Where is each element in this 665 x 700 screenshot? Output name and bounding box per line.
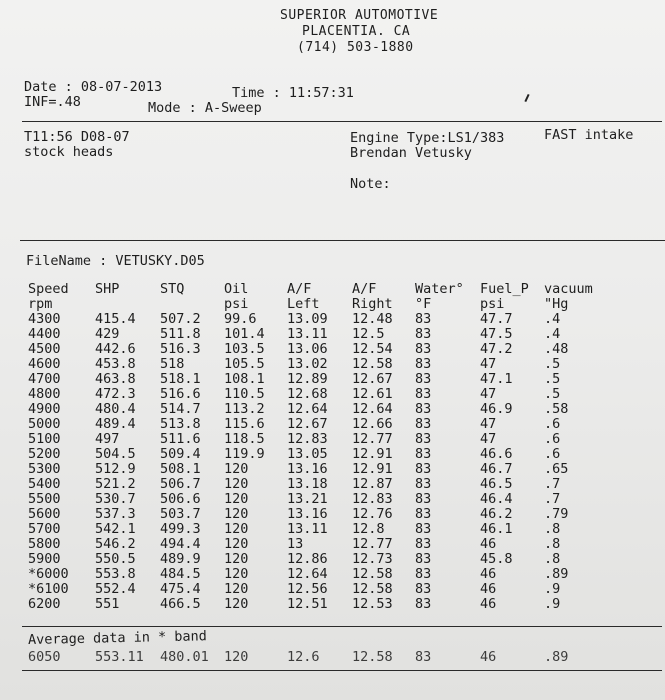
speed-rpm-cell: 5600 bbox=[28, 506, 61, 522]
vacuum-cell: .79 bbox=[544, 506, 569, 522]
fuel-pressure-cell: 47.1 bbox=[480, 371, 513, 387]
af-right-cell: 12.8 bbox=[352, 521, 385, 537]
col-header: STQ bbox=[160, 281, 185, 297]
vacuum-cell: .9 bbox=[544, 596, 561, 612]
speed-rpm-cell: 5500 bbox=[28, 491, 61, 507]
water-temp-cell: 83 bbox=[415, 551, 432, 567]
speed-rpm-cell: 4400 bbox=[28, 326, 61, 342]
divider bbox=[22, 626, 662, 627]
speed-rpm-cell: 5100 bbox=[28, 431, 61, 447]
af-left-cell: 13.16 bbox=[287, 506, 328, 522]
shp-cell: 497 bbox=[95, 431, 120, 447]
stq-cell: 514.7 bbox=[160, 401, 201, 417]
shp-cell: 530.7 bbox=[95, 491, 136, 507]
stq-cell: 494.4 bbox=[160, 536, 201, 552]
vacuum-cell: .6 bbox=[544, 416, 561, 432]
water-temp-cell: 83 bbox=[415, 431, 432, 447]
oil-psi-cell: 101.4 bbox=[224, 326, 265, 342]
shp-cell: 429 bbox=[95, 326, 120, 342]
speed-rpm-cell: *6100 bbox=[28, 581, 69, 597]
col-header: SHP bbox=[95, 281, 120, 297]
fuel-pressure-cell: 46 bbox=[480, 566, 497, 582]
af-left-cell: 13.21 bbox=[287, 491, 328, 507]
af-left-cell: 13.11 bbox=[287, 326, 328, 342]
water-temp-cell: 83 bbox=[415, 566, 432, 582]
oil-psi-cell: 115.6 bbox=[224, 416, 265, 432]
fuel-pressure-cell: 47 bbox=[480, 416, 497, 432]
shop-city: PLACENTIA. CA bbox=[302, 24, 411, 39]
col-header: vacuum bbox=[544, 281, 593, 297]
speed-rpm-cell: 5400 bbox=[28, 476, 61, 492]
af-left-cell: 13 bbox=[287, 536, 304, 552]
af-left-cell: 12.64 bbox=[287, 401, 328, 417]
water-temp-cell: 83 bbox=[415, 416, 432, 432]
average-oil-psi-cell: 120 bbox=[224, 649, 249, 665]
shp-cell: 504.5 bbox=[95, 446, 136, 462]
fuel-pressure-cell: 47.5 bbox=[480, 326, 513, 342]
owner-name: Brendan Vetusky bbox=[350, 145, 472, 161]
inf-value: INF=.48 bbox=[24, 94, 81, 110]
water-temp-cell: 83 bbox=[415, 581, 432, 597]
stq-cell: 489.9 bbox=[160, 551, 201, 567]
run-mode: Mode : A-Sweep bbox=[148, 100, 262, 116]
af-left-cell: 12.64 bbox=[287, 566, 328, 582]
heads-spec: stock heads bbox=[24, 144, 114, 160]
cam-spec: T11:56 D08-07 bbox=[24, 129, 130, 145]
speed-rpm-cell: 6200 bbox=[28, 596, 61, 612]
average-af-right-cell: 12.58 bbox=[352, 649, 393, 665]
intake-spec: FAST intake bbox=[544, 127, 634, 143]
stq-cell: 503.7 bbox=[160, 506, 201, 522]
col-header: A/F bbox=[352, 281, 377, 297]
fuel-pressure-cell: 46.6 bbox=[480, 446, 513, 462]
stq-cell: 475.4 bbox=[160, 581, 201, 597]
shop-name: SUPERIOR AUTOMOTIVE bbox=[280, 8, 439, 23]
water-temp-cell: 83 bbox=[415, 371, 432, 387]
oil-psi-cell: 120 bbox=[224, 476, 249, 492]
run-date: Date : 08-07-2013 bbox=[24, 79, 163, 95]
fuel-pressure-cell: 46.4 bbox=[480, 491, 513, 507]
divider bbox=[22, 121, 662, 122]
water-temp-cell: 83 bbox=[415, 356, 432, 372]
shp-cell: 415.4 bbox=[95, 311, 136, 327]
stq-cell: 506.7 bbox=[160, 476, 201, 492]
af-right-cell: 12.58 bbox=[352, 581, 393, 597]
average-fuel-pressure-cell: 46 bbox=[480, 649, 497, 665]
speed-rpm-cell: 4800 bbox=[28, 386, 61, 402]
speed-rpm-cell: 5900 bbox=[28, 551, 61, 567]
speed-rpm-cell: 5200 bbox=[28, 446, 61, 462]
vacuum-cell: .8 bbox=[544, 551, 561, 567]
af-left-cell: 12.51 bbox=[287, 596, 328, 612]
water-temp-cell: 83 bbox=[415, 386, 432, 402]
engine-type: Engine Type:LS1/383 bbox=[350, 130, 505, 146]
vacuum-cell: .5 bbox=[544, 371, 561, 387]
vacuum-cell: .58 bbox=[544, 401, 569, 417]
oil-psi-cell: 110.5 bbox=[224, 386, 265, 402]
vacuum-cell: .6 bbox=[544, 446, 561, 462]
af-right-cell: 12.5 bbox=[352, 326, 385, 342]
run-time: Time : 11:57:31 bbox=[232, 85, 354, 101]
stq-cell: 506.6 bbox=[160, 491, 201, 507]
oil-psi-cell: 108.1 bbox=[224, 371, 265, 387]
col-header: Oil bbox=[224, 281, 249, 297]
average-speed-rpm-cell: 6050 bbox=[28, 649, 61, 665]
stq-cell: 518 bbox=[160, 356, 185, 372]
vacuum-cell: .4 bbox=[544, 311, 561, 327]
af-left-cell: 12.67 bbox=[287, 416, 328, 432]
average-shp-cell: 553.11 bbox=[95, 649, 144, 665]
average-stq-cell: 480.01 bbox=[160, 649, 209, 665]
vacuum-cell: .5 bbox=[544, 386, 561, 402]
af-left-cell: 13.02 bbox=[287, 356, 328, 372]
average-vacuum-cell: .89 bbox=[544, 649, 569, 665]
fuel-pressure-cell: 46 bbox=[480, 536, 497, 552]
oil-psi-cell: 103.5 bbox=[224, 341, 265, 357]
stq-cell: 516.3 bbox=[160, 341, 201, 357]
af-left-cell: 12.86 bbox=[287, 551, 328, 567]
oil-psi-cell: 120 bbox=[224, 491, 249, 507]
af-right-cell: 12.54 bbox=[352, 341, 393, 357]
water-temp-cell: 83 bbox=[415, 326, 432, 342]
water-temp-cell: 83 bbox=[415, 401, 432, 417]
speed-rpm-cell: 4300 bbox=[28, 311, 61, 327]
water-temp-cell: 83 bbox=[415, 461, 432, 477]
file-name: FileName : VETUSKY.D05 bbox=[26, 253, 205, 269]
water-temp-cell: 83 bbox=[415, 446, 432, 462]
oil-psi-cell: 99.6 bbox=[224, 311, 257, 327]
af-right-cell: 12.67 bbox=[352, 371, 393, 387]
af-left-cell: 13.11 bbox=[287, 521, 328, 537]
af-right-cell: 12.53 bbox=[352, 596, 393, 612]
stq-cell: 509.4 bbox=[160, 446, 201, 462]
fuel-pressure-cell: 46.1 bbox=[480, 521, 513, 537]
stq-cell: 499.3 bbox=[160, 521, 201, 537]
af-right-cell: 12.48 bbox=[352, 311, 393, 327]
pen-mark bbox=[524, 94, 529, 102]
col-unit: Left bbox=[287, 296, 320, 312]
col-header: Speed bbox=[28, 281, 69, 297]
af-right-cell: 12.91 bbox=[352, 446, 393, 462]
col-unit: Right bbox=[352, 296, 393, 312]
oil-psi-cell: 105.5 bbox=[224, 356, 265, 372]
water-temp-cell: 83 bbox=[415, 311, 432, 327]
af-left-cell: 12.83 bbox=[287, 431, 328, 447]
shp-cell: 521.2 bbox=[95, 476, 136, 492]
oil-psi-cell: 120 bbox=[224, 461, 249, 477]
col-unit: rpm bbox=[28, 296, 53, 312]
af-right-cell: 12.76 bbox=[352, 506, 393, 522]
col-header: A/F bbox=[287, 281, 312, 297]
af-right-cell: 12.58 bbox=[352, 356, 393, 372]
vacuum-cell: .5 bbox=[544, 356, 561, 372]
vacuum-cell: .48 bbox=[544, 341, 569, 357]
af-left-cell: 12.68 bbox=[287, 386, 328, 402]
speed-rpm-cell: 5700 bbox=[28, 521, 61, 537]
average-water-temp-cell: 83 bbox=[415, 649, 432, 665]
vacuum-cell: .7 bbox=[544, 491, 561, 507]
af-left-cell: 13.18 bbox=[287, 476, 328, 492]
oil-psi-cell: 120 bbox=[224, 566, 249, 582]
stq-cell: 513.8 bbox=[160, 416, 201, 432]
shp-cell: 463.8 bbox=[95, 371, 136, 387]
af-right-cell: 12.58 bbox=[352, 566, 393, 582]
note-label: Note: bbox=[350, 176, 391, 192]
average-label: Average data in * band bbox=[27, 628, 207, 648]
fuel-pressure-cell: 46 bbox=[480, 581, 497, 597]
fuel-pressure-cell: 46 bbox=[480, 596, 497, 612]
stq-cell: 511.6 bbox=[160, 431, 201, 447]
fuel-pressure-cell: 46.9 bbox=[480, 401, 513, 417]
vacuum-cell: .8 bbox=[544, 521, 561, 537]
af-right-cell: 12.77 bbox=[352, 536, 393, 552]
oil-psi-cell: 120 bbox=[224, 581, 249, 597]
speed-rpm-cell: 5800 bbox=[28, 536, 61, 552]
af-left-cell: 13.09 bbox=[287, 311, 328, 327]
af-right-cell: 12.83 bbox=[352, 491, 393, 507]
shp-cell: 537.3 bbox=[95, 506, 136, 522]
speed-rpm-cell: 4600 bbox=[28, 356, 61, 372]
speed-rpm-cell: 5300 bbox=[28, 461, 61, 477]
af-right-cell: 12.66 bbox=[352, 416, 393, 432]
oil-psi-cell: 120 bbox=[224, 551, 249, 567]
stq-cell: 507.2 bbox=[160, 311, 201, 327]
fuel-pressure-cell: 47 bbox=[480, 431, 497, 447]
vacuum-cell: .89 bbox=[544, 566, 569, 582]
col-unit: psi bbox=[224, 296, 249, 312]
shp-cell: 512.9 bbox=[95, 461, 136, 477]
speed-rpm-cell: 5000 bbox=[28, 416, 61, 432]
col-header: Fuel_P bbox=[480, 281, 529, 297]
fuel-pressure-cell: 46.7 bbox=[480, 461, 513, 477]
stq-cell: 466.5 bbox=[160, 596, 201, 612]
oil-psi-cell: 120 bbox=[224, 536, 249, 552]
divider bbox=[20, 240, 665, 241]
vacuum-cell: .65 bbox=[544, 461, 569, 477]
speed-rpm-cell: *6000 bbox=[28, 566, 69, 582]
vacuum-cell: .6 bbox=[544, 431, 561, 447]
af-right-cell: 12.61 bbox=[352, 386, 393, 402]
fuel-pressure-cell: 45.8 bbox=[480, 551, 513, 567]
vacuum-cell: .7 bbox=[544, 476, 561, 492]
af-left-cell: 13.05 bbox=[287, 446, 328, 462]
oil-psi-cell: 113.2 bbox=[224, 401, 265, 417]
af-left-cell: 12.56 bbox=[287, 581, 328, 597]
col-unit: psi bbox=[480, 296, 505, 312]
af-right-cell: 12.77 bbox=[352, 431, 393, 447]
fuel-pressure-cell: 46.2 bbox=[480, 506, 513, 522]
speed-rpm-cell: 4900 bbox=[28, 401, 61, 417]
shp-cell: 480.4 bbox=[95, 401, 136, 417]
fuel-pressure-cell: 46.5 bbox=[480, 476, 513, 492]
stq-cell: 516.6 bbox=[160, 386, 201, 402]
water-temp-cell: 83 bbox=[415, 341, 432, 357]
shp-cell: 489.4 bbox=[95, 416, 136, 432]
divider bbox=[22, 670, 662, 671]
oil-psi-cell: 118.5 bbox=[224, 431, 265, 447]
col-header: Water° bbox=[415, 281, 464, 297]
oil-psi-cell: 120 bbox=[224, 506, 249, 522]
af-left-cell: 13.06 bbox=[287, 341, 328, 357]
vacuum-cell: .4 bbox=[544, 326, 561, 342]
stq-cell: 511.8 bbox=[160, 326, 201, 342]
oil-psi-cell: 119.9 bbox=[224, 446, 265, 462]
shp-cell: 553.8 bbox=[95, 566, 136, 582]
stq-cell: 518.1 bbox=[160, 371, 201, 387]
af-right-cell: 12.64 bbox=[352, 401, 393, 417]
water-temp-cell: 83 bbox=[415, 596, 432, 612]
col-unit: "Hg bbox=[544, 296, 569, 312]
oil-psi-cell: 120 bbox=[224, 521, 249, 537]
water-temp-cell: 83 bbox=[415, 476, 432, 492]
shp-cell: 550.5 bbox=[95, 551, 136, 567]
shop-phone: (714) 503-1880 bbox=[297, 40, 414, 55]
water-temp-cell: 83 bbox=[415, 506, 432, 522]
fuel-pressure-cell: 47.2 bbox=[480, 341, 513, 357]
vacuum-cell: .8 bbox=[544, 536, 561, 552]
shp-cell: 552.4 bbox=[95, 581, 136, 597]
stq-cell: 484.5 bbox=[160, 566, 201, 582]
shp-cell: 442.6 bbox=[95, 341, 136, 357]
af-left-cell: 13.16 bbox=[287, 461, 328, 477]
average-af-left-cell: 12.6 bbox=[287, 649, 320, 665]
af-left-cell: 12.89 bbox=[287, 371, 328, 387]
shp-cell: 546.2 bbox=[95, 536, 136, 552]
water-temp-cell: 83 bbox=[415, 521, 432, 537]
af-right-cell: 12.91 bbox=[352, 461, 393, 477]
water-temp-cell: 83 bbox=[415, 536, 432, 552]
speed-rpm-cell: 4700 bbox=[28, 371, 61, 387]
fuel-pressure-cell: 47 bbox=[480, 356, 497, 372]
water-temp-cell: 83 bbox=[415, 491, 432, 507]
af-right-cell: 12.87 bbox=[352, 476, 393, 492]
shp-cell: 551 bbox=[95, 596, 120, 612]
shp-cell: 472.3 bbox=[95, 386, 136, 402]
oil-psi-cell: 120 bbox=[224, 596, 249, 612]
stq-cell: 508.1 bbox=[160, 461, 201, 477]
fuel-pressure-cell: 47.7 bbox=[480, 311, 513, 327]
shp-cell: 542.1 bbox=[95, 521, 136, 537]
col-unit: °F bbox=[415, 296, 432, 312]
af-right-cell: 12.73 bbox=[352, 551, 393, 567]
vacuum-cell: .9 bbox=[544, 581, 561, 597]
speed-rpm-cell: 4500 bbox=[28, 341, 61, 357]
shp-cell: 453.8 bbox=[95, 356, 136, 372]
fuel-pressure-cell: 47 bbox=[480, 386, 497, 402]
